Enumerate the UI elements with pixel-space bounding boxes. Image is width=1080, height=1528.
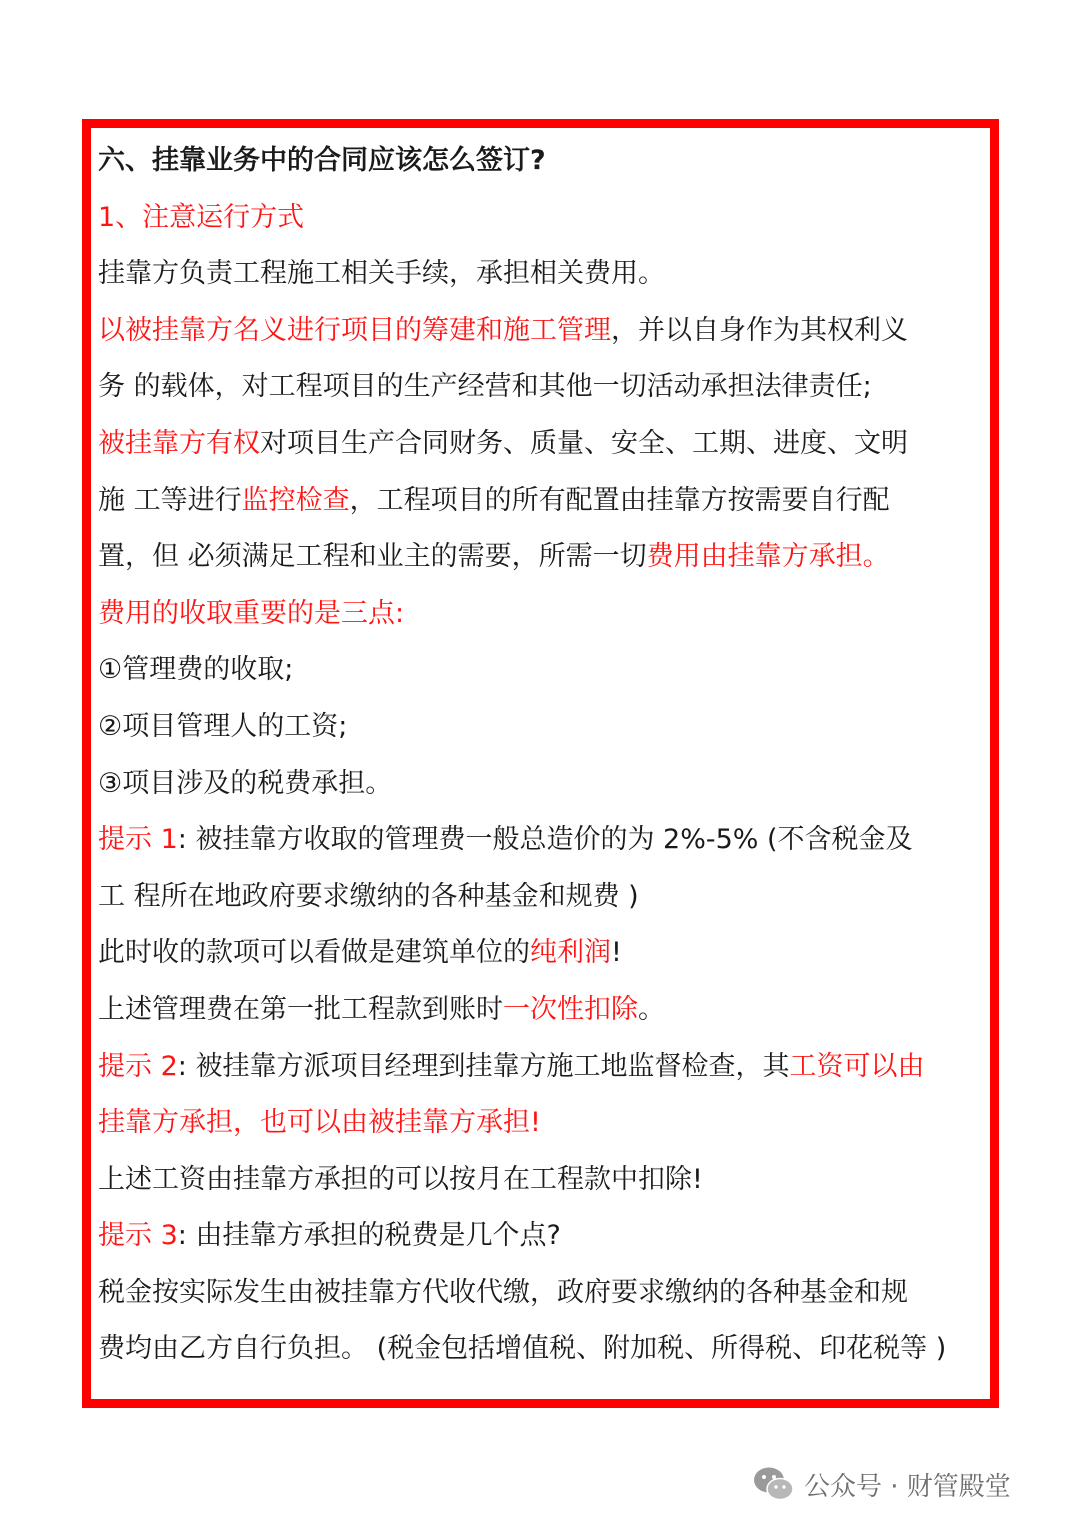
highlight-line: 挂靠方承担，也可以由被挂靠方承担! <box>98 1107 541 1139</box>
highlight-text: 纯利润 <box>530 937 611 969</box>
paragraph: 挂靠方负责工程施工相关手续，承担相关费用。 <box>98 258 665 290</box>
highlight-text: 工资可以由 <box>789 1050 925 1082</box>
text: 置，但 必须满足工程和业主的需要，所需一切 <box>98 541 647 573</box>
text: 。 <box>638 993 665 1025</box>
paragraph <box>98 416 993 473</box>
tip-1 <box>98 812 993 869</box>
fee-item: ②项目管理人的工资; <box>98 710 348 742</box>
text: 施 工等进行 <box>98 484 242 516</box>
text: ，并以自身作为其权利义 <box>611 314 908 346</box>
text: 上述管理费在第一批工程款到账时 <box>98 993 503 1025</box>
paragraph <box>98 529 993 586</box>
tip-3 <box>98 1208 993 1265</box>
fee-item: ③项目涉及的税费承担。 <box>98 767 393 799</box>
text: ，工程项目的所有配置由挂靠方按需要自行配 <box>349 484 890 516</box>
fee-heading: 费用的收取重要的是三点: <box>98 597 405 629</box>
tip-label: 提示 2 <box>98 1050 178 1082</box>
text: : 被挂靠方派项目经理到挂靠方施工地监督检查，其 <box>177 1050 790 1082</box>
subsection-heading: 1、注意运行方式 <box>98 201 305 233</box>
tip-label: 提示 3 <box>98 1220 178 1252</box>
highlight-text: 监控检查 <box>241 484 350 516</box>
paragraph: 上述工资由挂靠方承担的可以按月在工程款中扣除! <box>98 1163 703 1195</box>
text: ! <box>611 937 622 969</box>
paragraph <box>98 303 993 360</box>
section-title: 六、挂靠业务中的合同应该怎么签订? <box>98 145 546 176</box>
wechat-icon <box>752 1464 796 1504</box>
tip-2 <box>98 1039 993 1096</box>
footer-text: 公众号 · 财管殿堂 <box>804 1471 1011 1502</box>
text: : 由挂靠方承担的税费是几个点? <box>177 1220 561 1252</box>
text: : 被挂靠方收取的管理费一般总造价的为 2%-5% (不含税金及 <box>177 824 913 856</box>
highlight-text: 以被挂靠方名义进行项目的筹建和施工管理 <box>98 314 611 346</box>
fee-item: ①管理费的收取; <box>98 654 294 686</box>
tip-label: 提示 1 <box>98 824 178 856</box>
highlight-text: 费用由挂靠方承担。 <box>646 541 890 573</box>
text: 此时收的款项可以看做是建筑单位的 <box>98 937 530 969</box>
paragraph: 税金按实际发生由被挂靠方代收代缴，政府要求缴纳的各种基金和规 <box>98 1276 908 1308</box>
text: 对项目生产合同财务、质量、安全、工期、进度、文明 <box>260 427 908 459</box>
watermark-footer <box>752 1462 1011 1506</box>
paragraph: 费均由乙方自行负担。 (税金包括增值税、附加税、所得税、印花税等 ) <box>98 1333 947 1365</box>
paragraph: 工 程所在地政府要求缴纳的各种基金和规费 ) <box>98 880 639 912</box>
paragraph <box>98 982 993 1039</box>
highlight-text: 一次性扣除 <box>503 993 638 1025</box>
paragraph <box>98 473 993 530</box>
highlight-text: 被挂靠方有权 <box>98 427 260 459</box>
paragraph <box>98 925 993 982</box>
paragraph: 务 的载体，对工程项目的生产经营和其他一切活动承担法律责任; <box>98 371 872 403</box>
article-content <box>98 133 993 1378</box>
